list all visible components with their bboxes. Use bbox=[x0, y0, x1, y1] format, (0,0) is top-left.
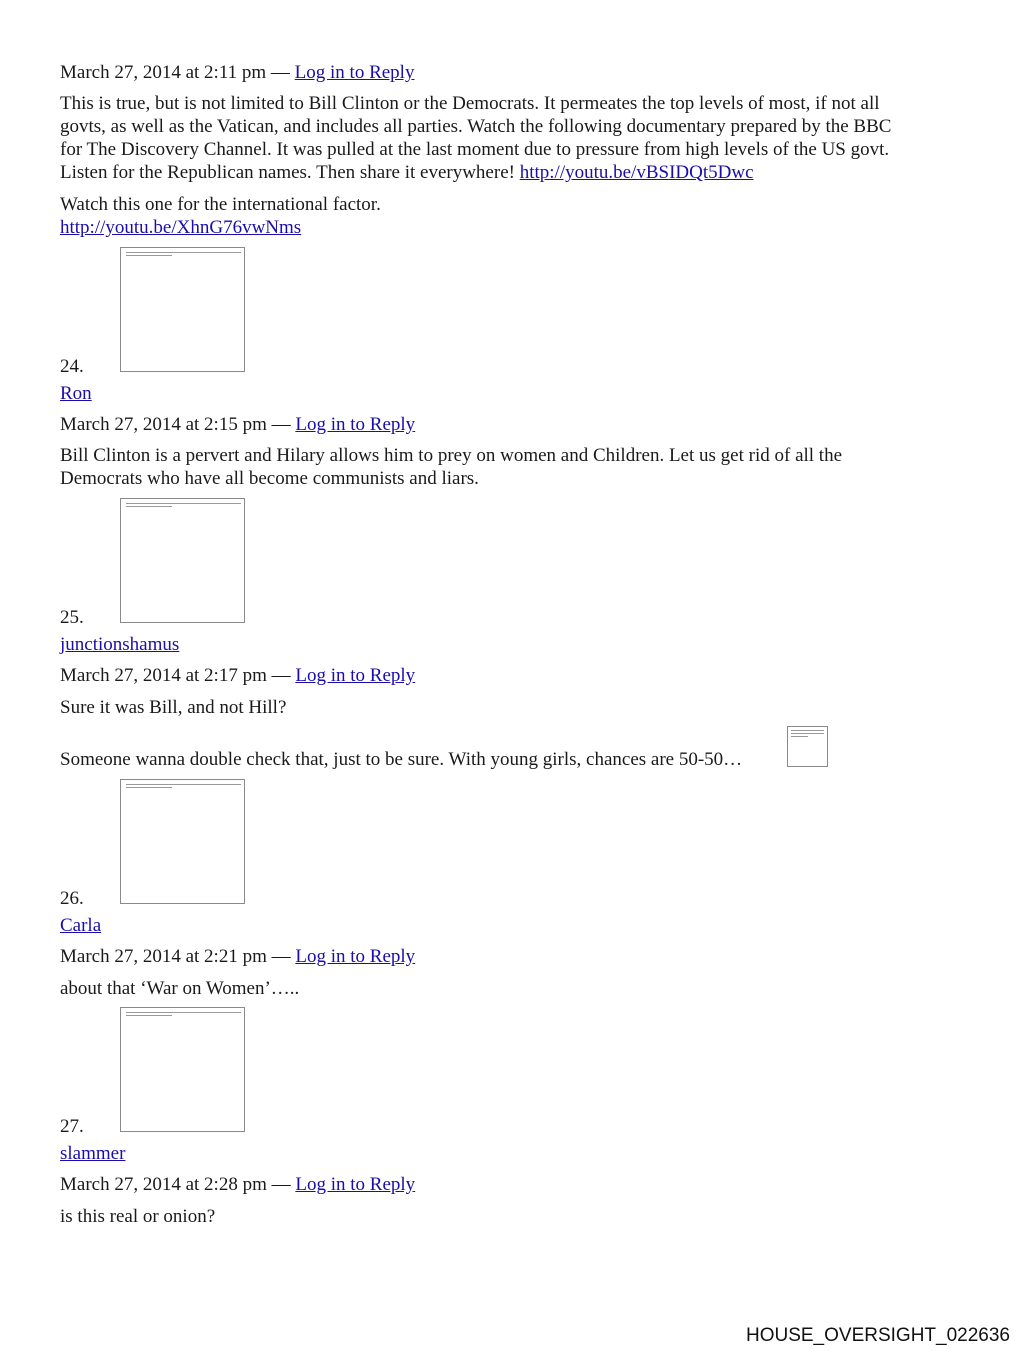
comment-line: for The Discovery Channel. It was pulled at the last moment due to pressure from high levels of the US govt. bbox=[60, 139, 890, 160]
log-in-to-reply-link[interactable]: Log in to Reply bbox=[295, 665, 416, 686]
emoji-image bbox=[787, 726, 828, 767]
comment-number: 27. bbox=[60, 1116, 84, 1137]
comment-body bbox=[60, 92, 960, 184]
comment-author-link[interactable]: slammer bbox=[60, 1143, 126, 1164]
document-id: HOUSE_OVERSIGHT_022636 bbox=[745, 1325, 1010, 1346]
comment-line: This is true, but is not limited to Bill Clinton or the Democrats. It permeates the top levels of most, if not all bbox=[60, 93, 880, 114]
log-in-to-reply-link[interactable]: Log in to Reply bbox=[295, 946, 416, 967]
comment-text: about that ‘War on Women’….. bbox=[60, 978, 300, 999]
avatar bbox=[120, 779, 245, 904]
youtube-link[interactable]: http://youtu.be/vBSIDQt5Dwc bbox=[519, 162, 754, 183]
comment-timestamp: March 27, 2014 at 2:11 pm — Log in to Reply bbox=[60, 62, 415, 83]
comment-number: 24. bbox=[60, 356, 84, 377]
comment-number: 25. bbox=[60, 607, 84, 628]
log-in-to-reply-link[interactable]: Log in to Reply bbox=[295, 1174, 416, 1195]
avatar bbox=[120, 1007, 245, 1132]
comment-line: govts, as well as the Vatican, and includes all parties. Watch the following documentary prepared by the BBC bbox=[60, 116, 892, 137]
comment-text: Watch this one for the international factor. bbox=[60, 194, 381, 215]
comment-text: is this real or onion? bbox=[60, 1206, 216, 1227]
comment-text: Someone wanna double check that, just to be sure. With young girls, chances are 50-50… bbox=[60, 749, 743, 770]
comment-body bbox=[60, 444, 960, 490]
avatar bbox=[120, 498, 245, 623]
comment-author-link[interactable]: Carla bbox=[60, 915, 102, 936]
comment-line: Listen for the Republican names. Then share it everywhere! http://youtu.be/vBSIDQt5Dwc bbox=[60, 162, 754, 183]
youtube-link[interactable]: http://youtu.be/XhnG76vwNms bbox=[60, 217, 302, 238]
comment-timestamp: March 27, 2014 at 2:17 pm — Log in to Reply bbox=[60, 665, 416, 686]
comment-author-link[interactable]: junctionshamus bbox=[60, 634, 180, 655]
log-in-to-reply-link[interactable]: Log in to Reply bbox=[294, 62, 415, 83]
comment-author-link[interactable]: Ron bbox=[60, 383, 92, 404]
comment-number: 26. bbox=[60, 888, 84, 909]
comment-timestamp: March 27, 2014 at 2:28 pm — Log in to Reply bbox=[60, 1174, 416, 1195]
comment-timestamp: March 27, 2014 at 2:15 pm — Log in to Reply bbox=[60, 414, 416, 435]
comment-timestamp: March 27, 2014 at 2:21 pm — Log in to Reply bbox=[60, 946, 416, 967]
comment-line: Democrats who have all become communists and liars. bbox=[60, 468, 479, 489]
comment-line: Bill Clinton is a pervert and Hilary allows him to prey on women and Children. Let us get rid of all the bbox=[60, 445, 843, 466]
comment-text: Sure it was Bill, and not Hill? bbox=[60, 697, 287, 718]
log-in-to-reply-link[interactable]: Log in to Reply bbox=[295, 414, 416, 435]
avatar bbox=[120, 247, 245, 372]
